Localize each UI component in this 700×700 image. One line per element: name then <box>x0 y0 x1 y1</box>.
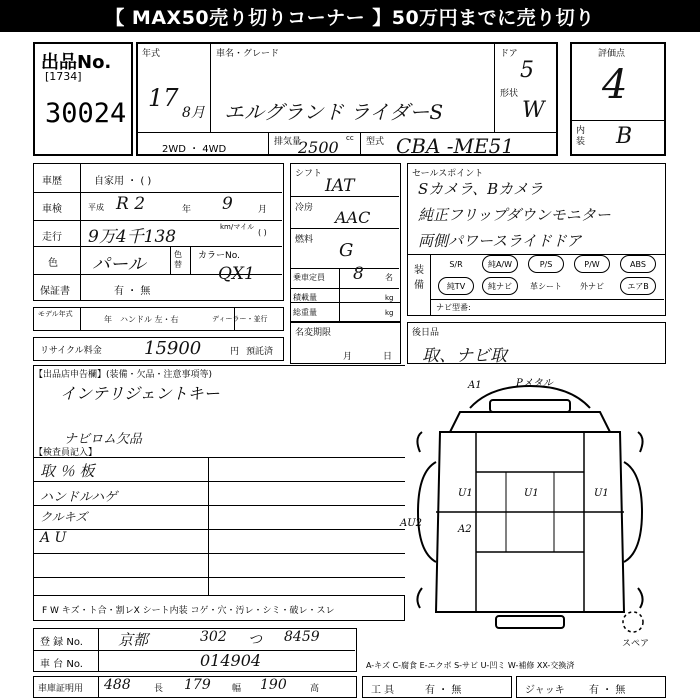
after-day-label: 後日品 <box>412 328 440 338</box>
shaken-label: 車検 <box>42 204 62 215</box>
hei-value: 190 <box>260 677 287 693</box>
inspection-line-3: クルキズ <box>40 510 88 524</box>
score-box <box>570 42 666 156</box>
mileage-value: 9万4千138 <box>88 227 177 247</box>
dims-label: 車庫証明用 <box>38 684 84 694</box>
name-change-box <box>290 322 401 364</box>
selling-points-label: セールスポイント <box>412 169 484 179</box>
diagram-mark-a1: A1 <box>468 380 482 391</box>
garage-dims-box <box>33 676 357 698</box>
color-change-label: 色替 <box>174 250 182 269</box>
diagram-mark-u1-left: U1 <box>458 488 473 499</box>
displacement-label: 排気量 <box>274 137 302 147</box>
after-day-value: 取、ナビ取 <box>422 346 507 366</box>
lot-sub: [1734] <box>45 70 82 83</box>
car-damage-diagram <box>400 372 666 649</box>
lot-box <box>33 42 133 156</box>
equip-tv: 純TV <box>438 277 474 295</box>
equip-sr: S/R <box>449 259 463 269</box>
header-banner <box>0 0 700 32</box>
recycle-label: リサイクル料金 <box>40 346 102 356</box>
door-value: 5 <box>520 58 534 83</box>
equipment-label: 装備 <box>414 265 424 291</box>
inspection-missing: ナビロム欠品 <box>64 432 143 447</box>
model-year-box <box>33 307 284 331</box>
shift-label: シフト <box>295 169 323 179</box>
shape-value: W <box>522 98 545 123</box>
equip-airbag: エアB <box>620 277 656 295</box>
after-day-box <box>407 322 666 364</box>
shaken-era: 平成 <box>88 203 104 212</box>
model-year-dealer: ディーラー・並行 <box>212 315 268 323</box>
gross-unit: kg <box>385 309 394 317</box>
mileage-unit: km/マイル <box>220 223 255 231</box>
equip-leather: 革シート <box>530 281 562 291</box>
displacement-value: 2500 <box>298 138 339 157</box>
diagram-mark-u1-right: U1 <box>594 488 609 499</box>
selling-point-1: Sカメラ、Bカメラ <box>418 180 544 198</box>
ac-value: AAC <box>335 208 371 227</box>
jack-label: ジャッキ <box>525 685 565 696</box>
lot-number: 30024 <box>45 98 127 129</box>
selling-point-3: 両側パワースライドドア <box>418 232 582 250</box>
model-box <box>136 42 558 156</box>
reg-kana: つ <box>248 632 262 648</box>
equip-navi: 純ナビ <box>482 277 518 295</box>
navi-model-label: ナビ型番: <box>436 303 471 312</box>
inspection-label: 【検査員記入】 <box>34 448 98 458</box>
inspection-line-4: A U <box>40 530 67 546</box>
equip-abs: ABS <box>620 255 656 273</box>
tools-box <box>362 676 512 698</box>
tools-value: 有 ・ 無 <box>425 685 462 696</box>
equip-pw: P/W <box>574 255 610 273</box>
chassis-label: 車 台 No. <box>40 659 83 670</box>
color-value: パール <box>92 254 146 275</box>
interior-label: 内装 <box>576 126 586 147</box>
shape-label: 形状 <box>500 89 519 99</box>
spare-label: スペア <box>622 639 650 649</box>
history-value: 自家用 ・ ( ) <box>94 176 152 187</box>
condition-text: F W キズ・ト合・割レX シート内装 コゲ・穴・汚レ・シミ・破レ・スレ <box>42 606 335 616</box>
registration-box <box>33 628 357 672</box>
fuel-label: 燃料 <box>295 235 314 245</box>
recycle-status: 預託済 <box>246 347 274 357</box>
type-value: CBA -ME51 <box>396 134 515 158</box>
color-label: 色 <box>48 258 58 269</box>
inspection-line-1: 取 ％ 板 <box>40 462 95 480</box>
tools-label: 工 具 <box>371 685 395 696</box>
diagram-mark-a2: A2 <box>458 524 472 535</box>
len-label: 長 <box>154 684 164 694</box>
warranty-value: 有 ・ 無 <box>114 286 151 297</box>
notes-header: 【出品店申告欄】(装備・欠品・注意事項等) <box>34 370 213 380</box>
equip-aw: 純A/W <box>482 255 518 273</box>
selling-point-2: 純正フリップダウンモニター <box>418 206 611 224</box>
jack-value: 有 ・ 無 <box>589 685 626 696</box>
capacity-unit: 名 <box>385 273 393 282</box>
shaken-tsuki: 月 <box>258 205 268 215</box>
recycle-unit: 円 <box>230 347 240 357</box>
load-unit: kg <box>385 294 394 302</box>
interior-value: B <box>616 124 633 149</box>
model-year-nen: 年 <box>104 315 112 324</box>
gross-label: 総重量 <box>293 308 317 317</box>
diagram-mark-u1-center: U1 <box>524 488 539 499</box>
chassis-value: 014904 <box>200 651 262 670</box>
reg-class: 302 <box>200 629 227 645</box>
displacement-unit: cc <box>346 134 354 142</box>
model-year-label: モデル年式 <box>38 310 73 318</box>
mileage-label: 走行 <box>42 232 62 243</box>
load-label: 積載量 <box>293 293 317 302</box>
lot-label: 出品No. <box>41 52 112 73</box>
diagram-mark-au2: AU2 <box>400 518 423 529</box>
len-value: 488 <box>104 677 131 693</box>
reg-label: 登 録 No. <box>40 637 83 648</box>
wid-value: 179 <box>184 677 211 693</box>
damage-legend: A-キズ C-腐食 E-エクボ S-サビ U-凹ミ W-補修 XX-交換済 <box>366 661 575 670</box>
month-value: 8月 <box>182 105 205 121</box>
shaken-month: 9 <box>222 194 233 214</box>
mileage-unit2: ( ) <box>258 228 267 237</box>
hei-label: 高 <box>310 684 320 694</box>
name-label: 車名・グレード <box>216 49 280 59</box>
name-change-label: 名変期限 <box>295 328 332 338</box>
drive-label: 2WD ・ 4WD <box>162 144 227 155</box>
score-label: 評価点 <box>598 49 626 59</box>
type-label: 型式 <box>366 137 385 147</box>
name-change-month: 月 <box>343 352 353 362</box>
ac-label: 冷房 <box>295 203 314 213</box>
equipment-box <box>407 254 666 316</box>
capacity-value: 8 <box>353 264 364 284</box>
name-value: エルグランド ライダーS <box>224 100 444 124</box>
shift-box <box>290 163 401 313</box>
model-year-handle: ハンドル 左・右 <box>120 315 179 324</box>
reg-number: 8459 <box>284 629 320 645</box>
recycle-box <box>33 337 284 361</box>
year-value: 17 <box>148 84 179 112</box>
door-label: ドア <box>500 49 518 59</box>
color-code-value: QX1 <box>218 264 255 284</box>
shaken-year: R 2 <box>116 194 146 214</box>
reg-region: 京都 <box>118 631 149 649</box>
capacity-label: 乗車定員 <box>293 273 325 282</box>
selling-points-box <box>407 163 666 255</box>
shift-value: IAT <box>325 176 355 196</box>
inspection-line-2: ハンドルハゲ <box>40 490 118 505</box>
history-box <box>33 163 284 301</box>
banner-text: 【 MAX50売り切りコーナー 】50万円までに売り切り <box>105 6 595 29</box>
color-code-label: カラーNo. <box>198 251 240 261</box>
diagram-mark-pmetal: Pメタル <box>516 378 553 389</box>
equip-extnavi: 外ナビ <box>580 281 604 291</box>
gross-box <box>290 302 401 322</box>
name-change-day: 日 <box>383 352 393 362</box>
recycle-value: 15900 <box>144 338 202 359</box>
fuel-value: G <box>339 240 354 261</box>
equip-ps: P/S <box>528 255 564 273</box>
year-label: 年式 <box>142 49 161 59</box>
warranty-label: 保証書 <box>40 286 70 297</box>
condition-row <box>33 595 405 621</box>
wid-label: 幅 <box>232 684 242 694</box>
jack-box <box>516 676 666 698</box>
shaken-nen: 年 <box>182 205 192 215</box>
notes-label: インテリジェントキー <box>60 384 220 403</box>
history-label: 車歴 <box>42 176 62 187</box>
score-value: 4 <box>602 62 628 108</box>
